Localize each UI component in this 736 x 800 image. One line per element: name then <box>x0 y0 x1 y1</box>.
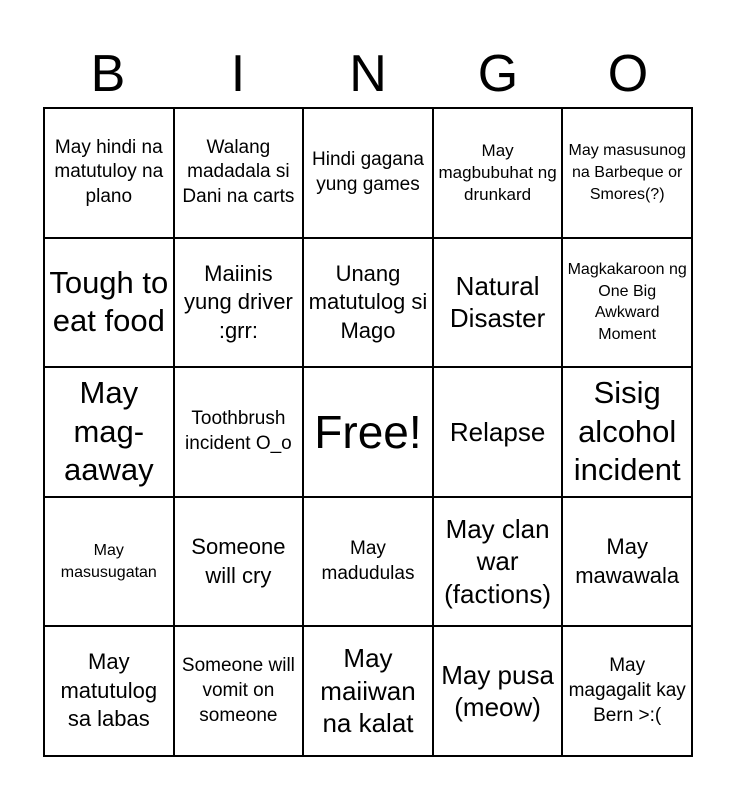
bingo-cell[interactable] <box>434 498 564 628</box>
cell-text: May magagalit kay Bern >:( <box>568 655 686 726</box>
bingo-cell[interactable] <box>175 498 305 628</box>
cell-text: May hindi na matutuloy na plano <box>54 136 164 208</box>
cell-text: May maiiwan na kalat <box>320 643 416 739</box>
cell-text: Tough to eat food <box>49 264 169 339</box>
bingo-cell[interactable] <box>563 368 693 498</box>
cell-text: Relapse <box>449 416 546 447</box>
bingo-cell[interactable] <box>45 498 175 628</box>
header-letter-n: N <box>349 45 387 103</box>
bingo-cell[interactable] <box>45 368 175 498</box>
bingo-board <box>43 107 693 757</box>
bingo-cell[interactable] <box>304 239 434 369</box>
bingo-cell[interactable] <box>175 109 305 239</box>
cell-text: May clan war (factions) <box>444 513 552 609</box>
cell-text: Hindi gagana yung games <box>312 149 424 195</box>
bingo-cell[interactable] <box>45 627 175 757</box>
bingo-cell[interactable] <box>434 109 564 239</box>
bingo-cell[interactable] <box>304 109 434 239</box>
cell-text: Sisig alcohol incident <box>573 374 681 488</box>
free-space[interactable] <box>304 368 434 498</box>
bingo-cell[interactable] <box>45 239 175 369</box>
header-letter-b: B <box>90 45 126 103</box>
cell-text: Magkakaroon ng One Big Awkward Moment <box>567 261 687 343</box>
cell-text: May magbubuhat ng drunkard <box>438 140 557 204</box>
bingo-cell[interactable] <box>563 498 693 628</box>
bingo-cell[interactable] <box>175 627 305 757</box>
header-letter-o: O <box>607 45 649 103</box>
cell-text: May mawawala <box>575 534 680 588</box>
cell-text: Unang matutulog si Mago <box>308 260 428 343</box>
cell-text: Walang madadala si Dani na carts <box>182 136 295 208</box>
cell-text: Maiinis yung driver :grr: <box>183 260 293 343</box>
bingo-cell[interactable] <box>45 109 175 239</box>
bingo-cell[interactable] <box>434 627 564 757</box>
cell-text: Someone will vomit on someone <box>181 655 295 726</box>
bingo-cell[interactable] <box>563 109 693 239</box>
header-letter-i: I <box>230 45 246 103</box>
cell-text: May masusugatan <box>60 542 157 581</box>
cell-text: May masusunog na Barbeque or Smores(?) <box>568 142 686 203</box>
cell-text: Free! <box>314 405 422 458</box>
cell-text: Toothbrush incident O_o <box>185 408 292 454</box>
bingo-cell[interactable] <box>434 368 564 498</box>
header-letter-g: G <box>477 45 519 103</box>
cell-text: May matutulog sa labas <box>60 649 158 732</box>
bingo-cell[interactable] <box>175 239 305 369</box>
cell-text: May mag-aaway <box>63 374 154 488</box>
bingo-cell[interactable] <box>563 627 693 757</box>
bingo-header <box>43 40 693 108</box>
cell-text: Natural Disaster <box>449 270 546 334</box>
bingo-cell[interactable] <box>563 239 693 369</box>
bingo-cell[interactable] <box>175 368 305 498</box>
bingo-cell[interactable] <box>304 498 434 628</box>
cell-text: Someone will cry <box>191 534 286 588</box>
cell-text: May madudulas <box>321 537 415 584</box>
cell-text: May pusa (meow) <box>441 659 554 723</box>
bingo-cell[interactable] <box>304 627 434 757</box>
bingo-cell[interactable] <box>434 239 564 369</box>
